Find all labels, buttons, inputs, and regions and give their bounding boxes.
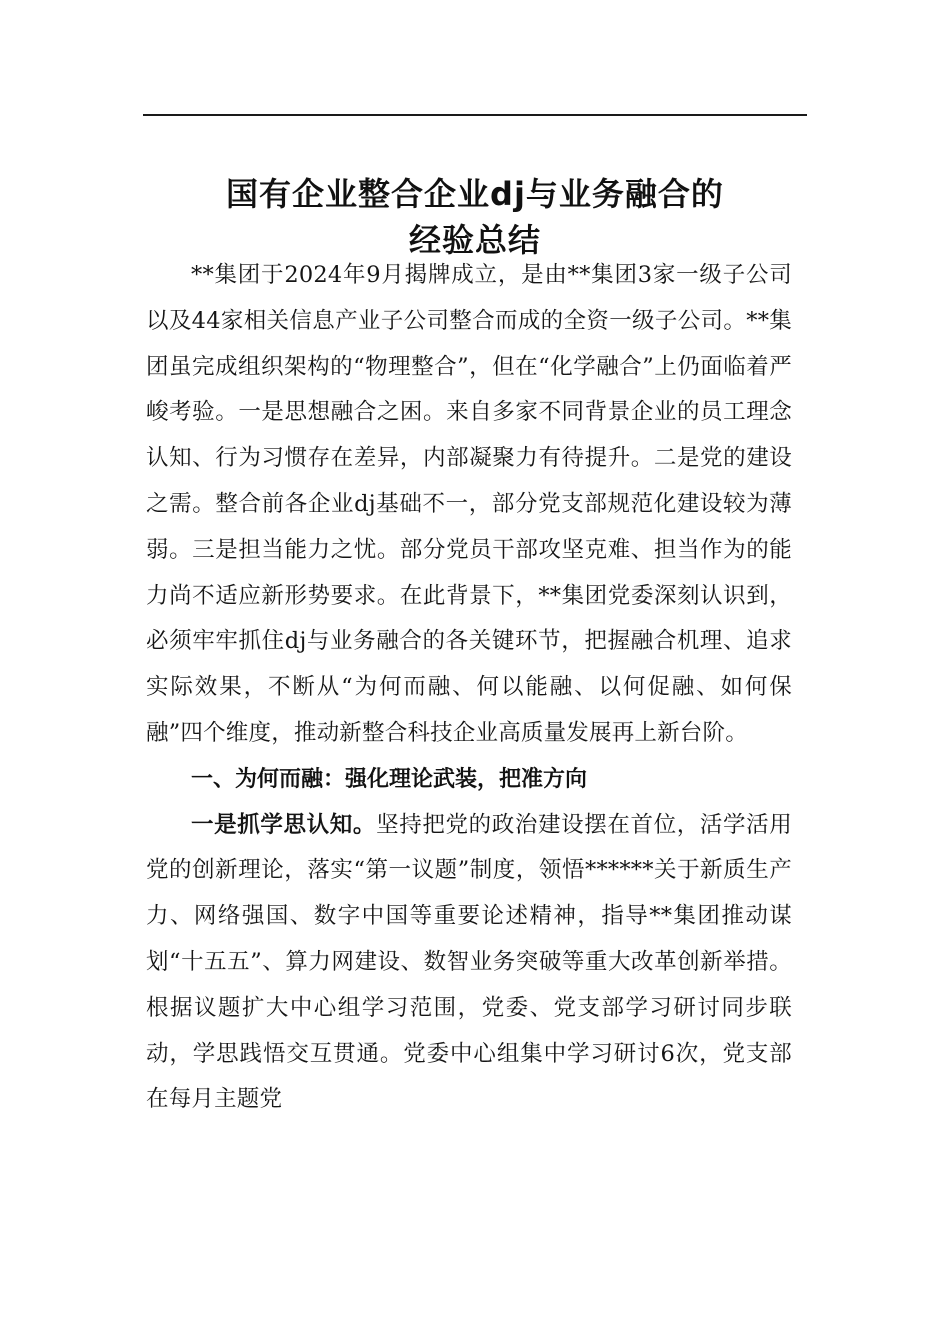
document-body [146, 253, 792, 1123]
intro-paragraph: **集团于2024年9月揭牌成立，是由**集团3家一级子公司以及44家相关信息产业子公司整合而成的全资一级子公司。**集团虽完成组织架构的“物理整合”，但在“化学融合”上仍面临着严峻考验。一是思想融合之困。来自多家不同背景企业的员工理念认知、行为习惯存在差异，内部凝聚力有待提升。二是党的建设之需。整合前各企业dj基础不一，部分党支部规范化建设较为薄弱。三是担当能力之忧。部分党员干部攻坚克难、担当作为的能力尚不适应新形势要求。在此背景下，**集团党委深刻认识到，必须牢牢抓住dj与业务融合的各关键环节，把握融合机理、追求实际效果，不断从“为何而融、何以能融、以何促融、如何保融”四个维度，推动新整合科技企业高质量发展再上新台阶。 [146, 262, 792, 746]
title-line-1: 国有企业整合企业dj与业务融合的 [226, 175, 724, 214]
section-1-paragraph-1 [146, 803, 792, 1124]
title-line-2: 经验总结 [408, 221, 541, 260]
document-title [143, 171, 807, 263]
paragraph-lead: 一是抓学思认知。 [191, 811, 377, 838]
header-rule [143, 114, 807, 116]
section-heading-1: 一、为何而融：强化理论武装，把准方向 [191, 766, 588, 792]
paragraph-text: 坚持把党的政治建设摆在首位，活学活用党的创新理论，落实“第一议题”制度，领悟******关于新质生产力、网络强国、数字中国等重要论述精神，指导**集团推动谋划“十五五”、算力网建设、数智业务突破等重大改革创新举措。根据议题扩大中心组学习范围，党委、党支部学习研讨同步联动，学思践悟交互贯通。党委中心组集中学习研讨6次，党支部在每月主题党 [146, 811, 792, 1113]
